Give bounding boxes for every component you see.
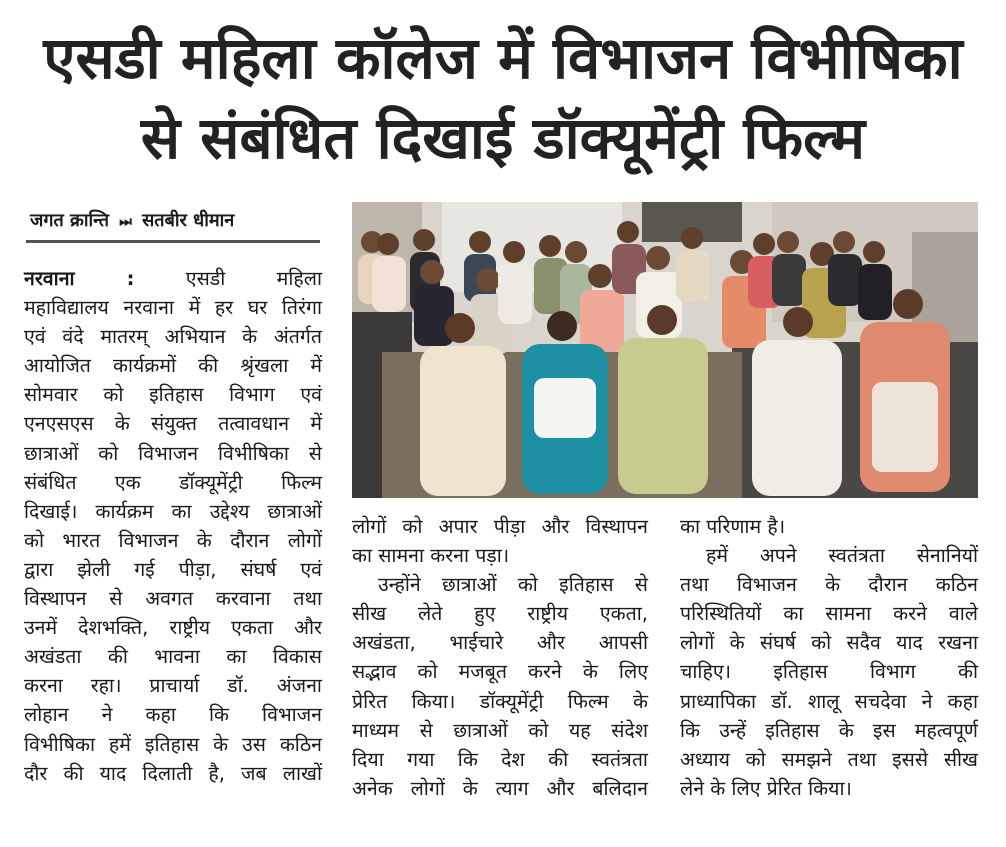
- article-line: परिस्थितियों का सामना करने वाले: [680, 602, 978, 626]
- article-line: अध्याय को समझने तथा इससे सीख: [680, 747, 978, 771]
- article-line-text: एसडी महिला: [185, 267, 322, 290]
- article-line: सोमवार को इतिहास विभाग एवं: [24, 383, 322, 407]
- article-line: लेने के लिए प्रेरित किया।: [680, 776, 852, 800]
- article-line: महाविद्यालय नरवाना में हर घर तिरंगा: [24, 296, 322, 320]
- byline: [30, 206, 322, 237]
- headline-line-2: से संबंधित दिखाई डॉक्यूमेंट्री फिल्म: [140, 104, 866, 172]
- article-line: माध्यम से छात्राओं को यह संदेश: [352, 718, 648, 742]
- byline-author: सतबीर धीमान: [142, 210, 235, 231]
- article-line: आयोजित कार्यक्रमों की श्रृंखला में: [24, 354, 322, 378]
- article-column-2: [352, 512, 648, 803]
- article-line: कि उन्हें इतिहास के इस महत्वपूर्ण: [680, 718, 978, 742]
- byline-rule: [26, 240, 320, 243]
- article-line: लोहान ने कहा कि विभाजन: [24, 703, 322, 727]
- article-line: सीख लेते हुए राष्ट्रीय एकता,: [352, 602, 648, 626]
- article-line: हमें अपने स्वतंत्रता सेनानियों: [706, 544, 978, 568]
- article-line: छात्राओं को विभाजन विभीषिका से: [24, 441, 322, 465]
- article-line: एनएसएस के संयुक्त तत्वावधान में: [24, 412, 322, 436]
- article-line: विभीषिका हमें इतिहास के उस कठिन: [24, 732, 322, 756]
- article-line: अखंडता, भाईचारे और आपसी: [352, 631, 648, 655]
- article-line: लोगों के संघर्ष को सदैव याद रखना: [680, 631, 978, 655]
- headline: [0, 18, 1006, 178]
- article-line: लोगों को अपार पीड़ा और विस्थापन: [352, 515, 648, 538]
- article-line: अखंडता की भावना का विकास: [24, 645, 322, 669]
- article-line: का परिणाम है।: [680, 515, 786, 538]
- article-line: अनेक लोगों के त्याग और बलिदान: [352, 776, 648, 800]
- article-line: एवं वंदे मातरम् अभियान के अंतर्गत: [24, 325, 322, 349]
- article-line: दिखाई। कार्यक्रम का उद्देश्य छात्राओं: [24, 499, 322, 523]
- byline-source: जगत क्रान्ति: [30, 210, 109, 231]
- article-line: विस्थापन से अवगत करवाना तथा: [24, 587, 322, 611]
- article-line: द्वारा झेली गई पीड़ा, संघर्ष एवं: [24, 557, 322, 581]
- dateline: नरवाना :: [24, 267, 135, 290]
- article-line: करना रहा। प्राचार्या डॉ. अंजना: [24, 674, 322, 698]
- article-column-3: [680, 512, 978, 803]
- article-line: उनमें देशभक्ति, राष्ट्रीय एकता और: [24, 616, 322, 640]
- article-column-1: [24, 264, 322, 788]
- group-photo: [352, 202, 978, 498]
- article-line: उन्होंने छात्राओं को इतिहास से: [378, 573, 648, 597]
- article-line: दौर की याद दिलाती है, जब लाखों: [24, 761, 322, 785]
- article-line: तथा विभाजन के दौरान कठिन: [680, 573, 978, 597]
- group-photo-image: [352, 202, 978, 498]
- article-line: चाहिए। इतिहास विभाग की: [680, 660, 978, 684]
- fast-forward-icon: ⏭: [119, 214, 132, 230]
- article-line: सद्भाव को मजबूत करने के लिए: [352, 660, 648, 684]
- headline-line-1: एसडी महिला कॉलेज में विभाजन विभीषिका: [43, 24, 963, 92]
- article-line: [24, 264, 322, 293]
- article-line: प्रेरित किया। डॉक्यूमेंट्री फिल्म के: [352, 689, 648, 713]
- article-line: का सामना करना पड़ा।: [352, 544, 510, 568]
- article-line: को भारत विभाजन के दौरान लोगों: [24, 528, 322, 552]
- article-line: दिया गया कि देश की स्वतंत्रता: [352, 747, 648, 771]
- article-line: संबंधित एक डॉक्यूमेंट्री फिल्म: [24, 470, 322, 494]
- article-line: प्राध्यापिका डॉ. शालू सचदेवा ने कहा: [680, 689, 978, 713]
